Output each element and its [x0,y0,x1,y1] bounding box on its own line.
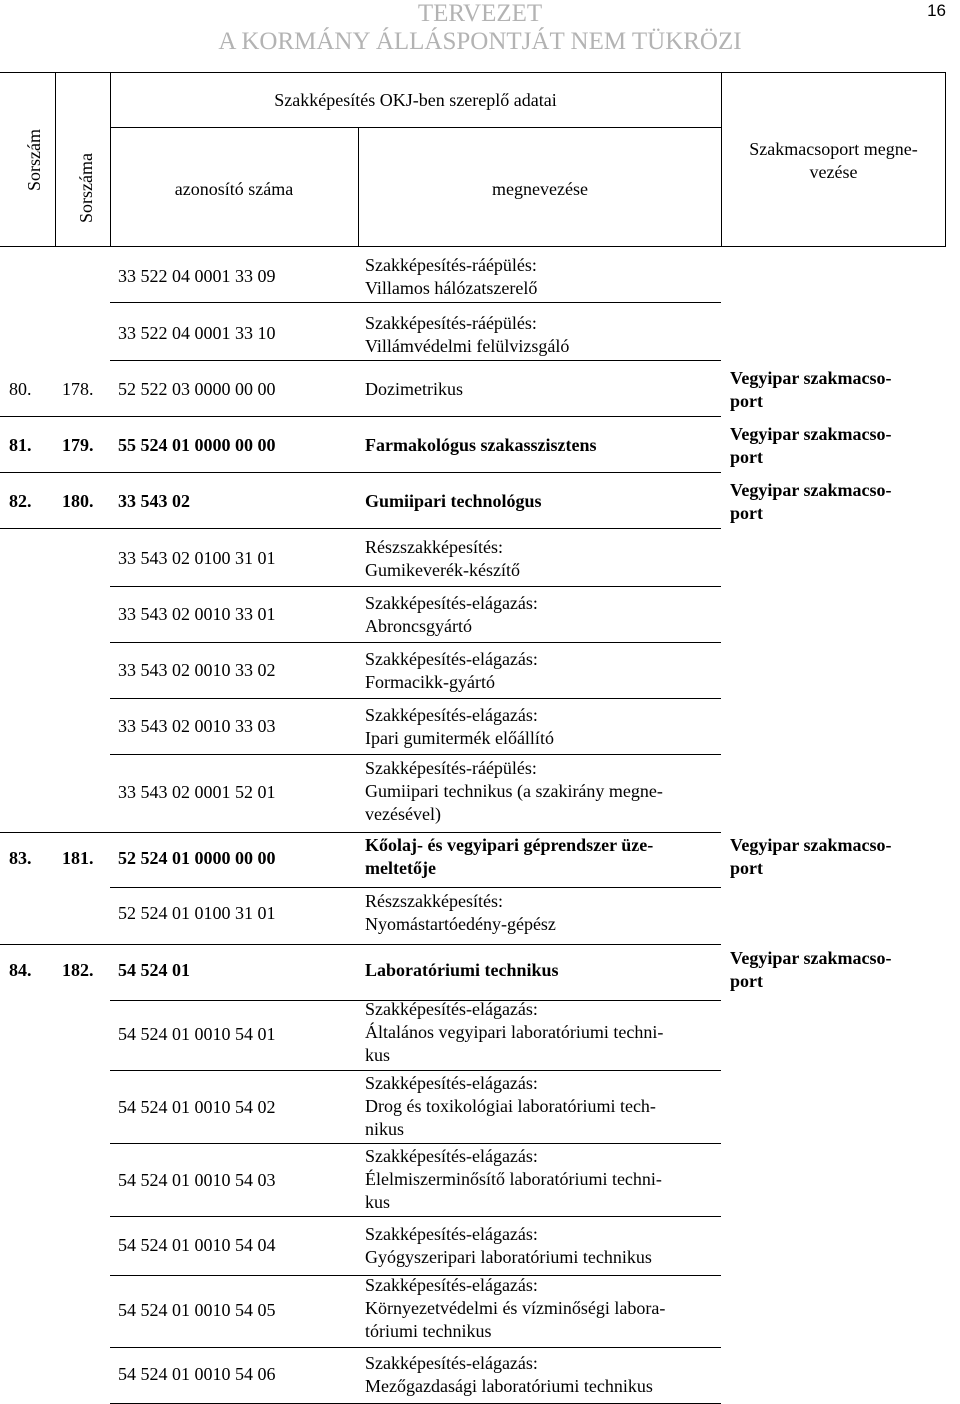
row-name-line2: meltetője [365,858,436,878]
row-name-line1: Szakképesítés-ráépülés: [365,758,537,778]
row-code: 33 543 02 0100 31 01 [118,548,276,568]
row-code: 54 524 01 0010 54 05 [118,1300,276,1320]
row-name-line2: Gumikeverék-készítő [365,560,520,580]
row-sub-number: 180. [62,491,94,511]
row-group-line2: port [730,858,763,878]
row-group-line2: port [730,391,763,411]
row-name-line3: kus [365,1192,391,1212]
row-code: 33 543 02 0010 33 01 [118,604,276,624]
row-group-line2: port [730,971,763,991]
row-code: 52 522 03 0000 00 00 [118,379,276,399]
row-name-line2: Gyógyszeripari laboratóriumi technikus [365,1247,652,1267]
row-name-line1: Gumiipari technológus [365,491,542,511]
row-number: 80. [9,379,32,399]
row-name-line1: Szakképesítés-elágazás: [365,705,538,725]
row-name-line2: Ipari gumitermék előállító [365,728,554,748]
row-code: 52 524 01 0000 00 00 [118,848,276,868]
header-sorszama: Sorszáma [76,153,96,223]
header-sorszam: Sorszám [24,129,44,191]
header-azonosito: azonosító száma [174,179,294,199]
row-number: 83. [9,848,32,868]
row-sub-number: 181. [62,848,94,868]
row-name-line1: Szakképesítés-elágazás: [365,999,538,1019]
page-number: 16 [927,1,946,20]
row-name-line3: kus [365,1045,391,1065]
row-name-line2: Villámvédelmi felülvizsgáló [365,336,570,356]
row-group-line1: Vegyipar szakmacso- [730,480,892,500]
header-okj-group: Szakképesítés OKJ-ben szereplő adatai [274,90,557,110]
row-name-line1: Részszakképesítés: [365,891,503,911]
row-name-line1: Részszakképesítés: [365,537,503,557]
row-name-line1: Szakképesítés-elágazás: [365,1224,538,1244]
row-name-line3: nikus [365,1119,405,1139]
row-code: 33 543 02 0001 52 01 [118,782,276,802]
row-code: 33 543 02 0010 33 02 [118,660,276,680]
row-code: 54 524 01 0010 54 02 [118,1097,276,1117]
row-name-line1: Szakképesítés-elágazás: [365,649,538,669]
row-name-line1: Szakképesítés-ráépülés: [365,313,537,333]
row-name-line3: tóriumi technikus [365,1321,492,1341]
row-name-line2: Élelmiszerminősítő laboratóriumi techni- [365,1169,662,1189]
row-name-line1: Laboratóriumi technikus [365,960,559,980]
row-sub-number: 179. [62,435,94,455]
row-name-line2: Villamos hálózatszerelő [365,278,538,298]
row-name-line1: Szakképesítés-elágazás: [365,1146,538,1166]
row-number: 81. [9,435,32,455]
row-code: 54 524 01 0010 54 03 [118,1170,276,1190]
row-name-line1: Szakképesítés-elágazás: [365,1073,538,1093]
row-code: 33 522 04 0001 33 10 [118,323,276,343]
header-szakmacsoport-line1: Szakmacsoport megne- [749,139,918,159]
row-name-line2: Abroncsgyártó [365,616,472,636]
row-name-line2: Drog és toxikológiai laboratóriumi tech- [365,1096,656,1116]
row-name-line2: Nyomástartóedény-gépész [365,914,556,934]
header-szakmacsoport-line2: vezése [809,162,858,182]
row-sub-number: 178. [62,379,94,399]
row-code: 54 524 01 [118,960,190,980]
watermark-line-2: A KORMÁNY ÁLLÁSPONTJÁT NEM TÜKRÖZI [218,28,742,55]
row-code: 52 524 01 0100 31 01 [118,903,276,923]
row-sub-number: 182. [62,960,94,980]
row-number: 84. [9,960,32,980]
row-name-line1: Szakképesítés-elágazás: [365,593,538,613]
row-code: 33 543 02 0010 33 03 [118,716,276,736]
row-code: 55 524 01 0000 00 00 [118,435,276,455]
row-name-line2: Formacikk-gyártó [365,672,495,692]
row-group-line1: Vegyipar szakmacso- [730,368,892,388]
row-code: 54 524 01 0010 54 01 [118,1024,276,1044]
row-code: 33 522 04 0001 33 09 [118,266,276,286]
row-name-line3: vezésével) [365,804,441,824]
row-name-line2: Mezőgazdasági laboratóriumi technikus [365,1376,653,1396]
row-name-line1: Szakképesítés-elágazás: [365,1275,538,1295]
row-name-line1: Dozimetrikus [365,379,463,399]
row-group-line2: port [730,503,763,523]
row-group-line1: Vegyipar szakmacso- [730,424,892,444]
row-group-line1: Vegyipar szakmacso- [730,948,892,968]
row-name-line2: Gumiipari technikus (a szakirány megne- [365,781,663,801]
row-code: 33 543 02 [118,491,190,511]
row-name-line1: Kőolaj- és vegyipari géprendszer üze- [365,835,654,855]
row-code: 54 524 01 0010 54 06 [118,1364,276,1384]
watermark-line-1: TERVEZET [417,0,543,27]
row-name-line1: Szakképesítés-ráépülés: [365,255,537,275]
row-group-line2: port [730,447,763,467]
row-name-line2: Általános vegyipari laboratóriumi techni- [365,1022,664,1042]
header-megnevezes: megnevezése [492,179,588,199]
row-name-line2: Környezetvédelmi és vízminőségi labora- [365,1298,666,1318]
row-number: 82. [9,491,32,511]
row-group-line1: Vegyipar szakmacso- [730,835,892,855]
row-code: 54 524 01 0010 54 04 [118,1235,276,1255]
row-name-line1: Farmakológus szakasszisztens [365,435,597,455]
row-name-line1: Szakképesítés-elágazás: [365,1353,538,1373]
